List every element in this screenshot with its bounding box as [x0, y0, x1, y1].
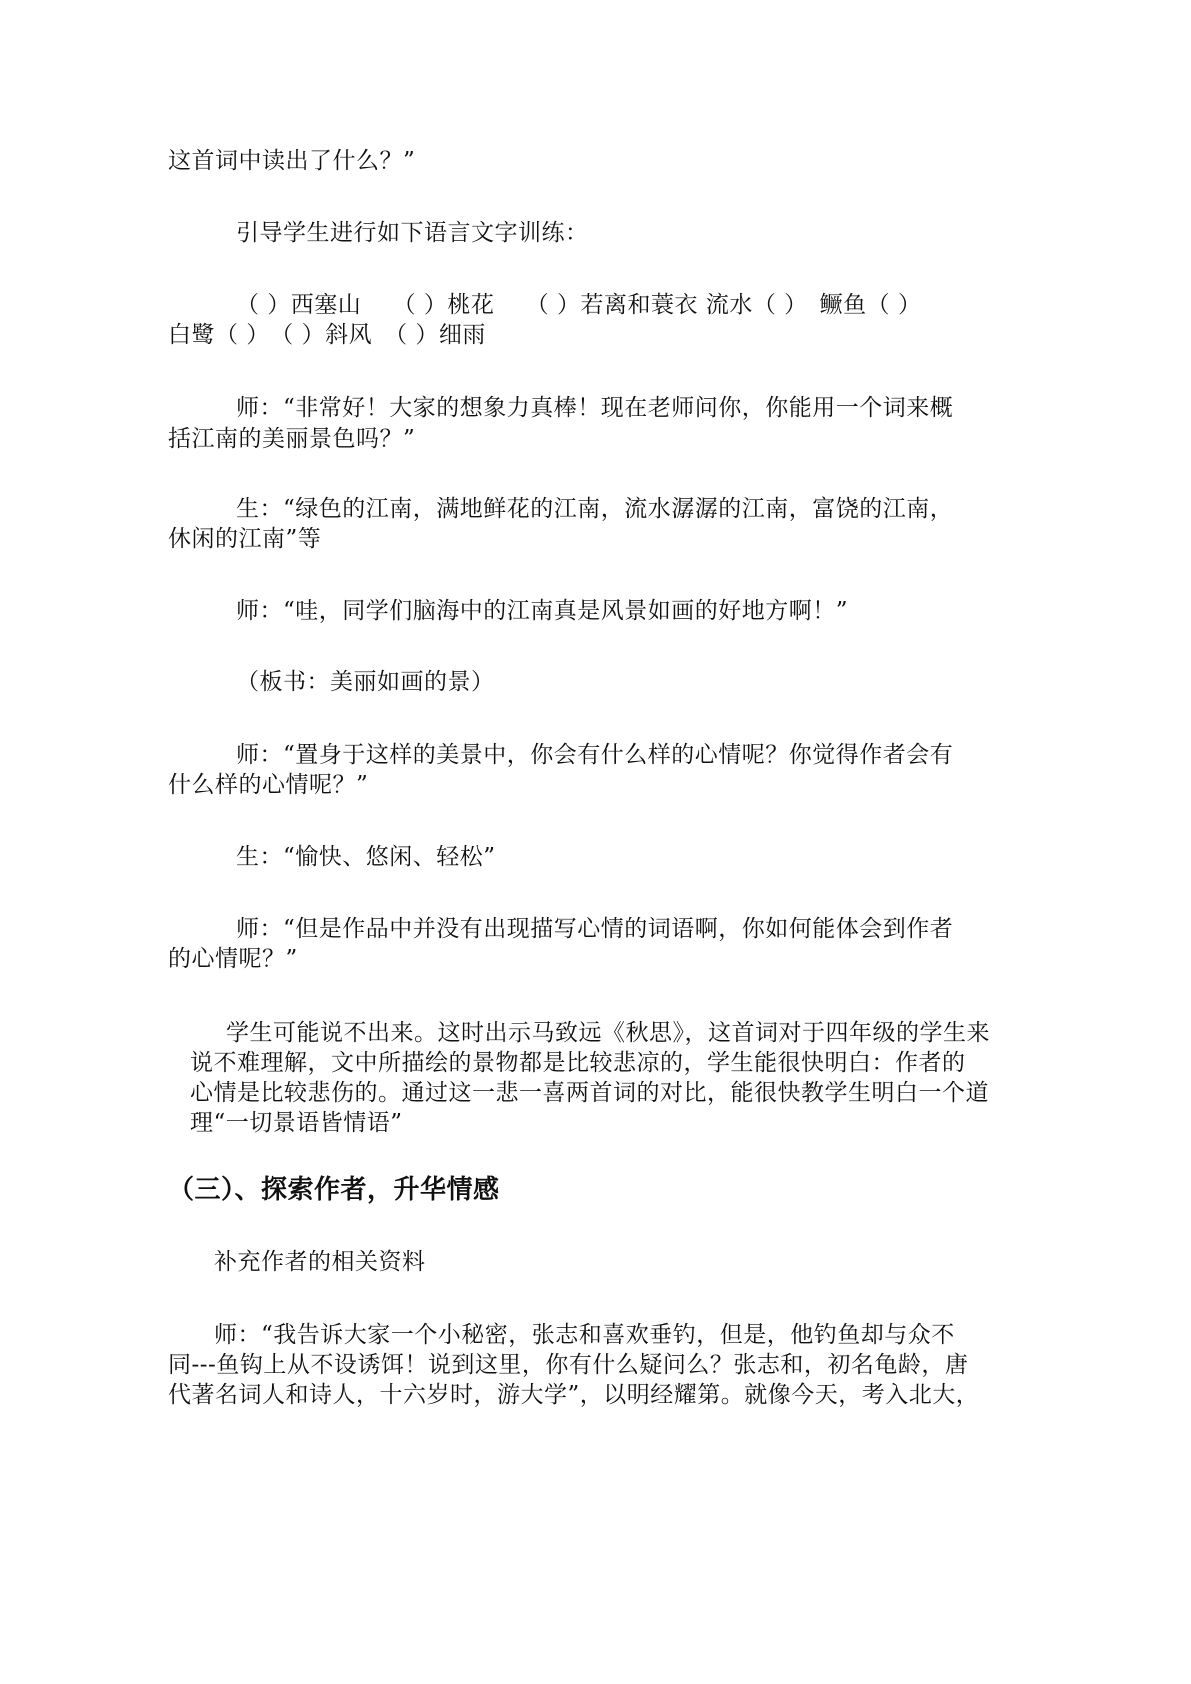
paragraph-line: 理“一切景语皆情语”: [190, 1110, 403, 1136]
exercise-line-2: 白鹭（ ） （ ）斜风 （ ）细雨: [168, 322, 486, 348]
dialogue-line: 师：“置身于这样的美景中，你会有什么样的心情呢？你觉得作者会有: [236, 742, 954, 768]
paragraph-line: 学生可能说不出来。这时出示马致远《秋思》，这首词对于四年级的学生来: [226, 1020, 990, 1046]
dialogue-line: 师：“我告诉大家一个小秘密，张志和喜欢垂钓，但是，他钓鱼却与众不: [214, 1322, 955, 1348]
dialogue-line: 师：“非常好！大家的想象力真棒！现在老师问你，你能用一个词来概: [236, 395, 954, 421]
dialogue-line: 同---鱼钩上从不设诱饵！说到这里，你有什么疑问么？张志和，初名龟龄，唐: [168, 1352, 969, 1378]
dialogue-line: 代著名词人和诗人，十六岁时，游大学”，以明经耀第。就像今天，考入北大，: [168, 1382, 980, 1408]
dialogue-line: 休闲的江南”等: [168, 526, 322, 552]
teacher-dialogue-2: 师：“哇，同学们脑海中的江南真是风景如画的好地方啊！”: [236, 598, 849, 624]
paragraph-continuation: 这首词中读出了什么？”: [168, 148, 416, 174]
dialogue-line: 括江南的美丽景色吗？”: [168, 426, 416, 452]
paragraph-line: 心情是比较悲伤的。通过这一悲一喜两首词的对比，能很快教学生明白一个道: [190, 1080, 989, 1106]
dialogue-line: 什么样的心情呢？”: [168, 772, 369, 798]
dialogue-line: 的心情呢？”: [168, 946, 298, 972]
board-note: （板书：美丽如画的景）: [236, 669, 495, 695]
dialogue-line: 师：“但是作品中并没有出现描写心情的词语啊，你如何能体会到作者: [236, 916, 954, 942]
supplement-note: 补充作者的相关资料: [214, 1249, 426, 1275]
section-heading: （三）、探索作者，升华情感: [168, 1175, 500, 1205]
exercise-line-1: （ ）西塞山 （ ）桃花 （ ）若离和蓑衣 流水（ ） 鳜鱼（ ）: [236, 292, 922, 318]
paragraph-line: 说不难理解，文中所描绘的景物都是比较悲凉的，学生能很快明白：作者的: [190, 1050, 966, 1076]
student-dialogue-2: 生：“愉快、悠闲、轻松”: [236, 844, 496, 870]
paragraph-instruction: 引导学生进行如下语言文字训练：: [236, 220, 589, 246]
dialogue-line: 生：“绿色的江南，满地鲜花的江南，流水潺潺的江南，富饶的江南，: [236, 496, 954, 522]
